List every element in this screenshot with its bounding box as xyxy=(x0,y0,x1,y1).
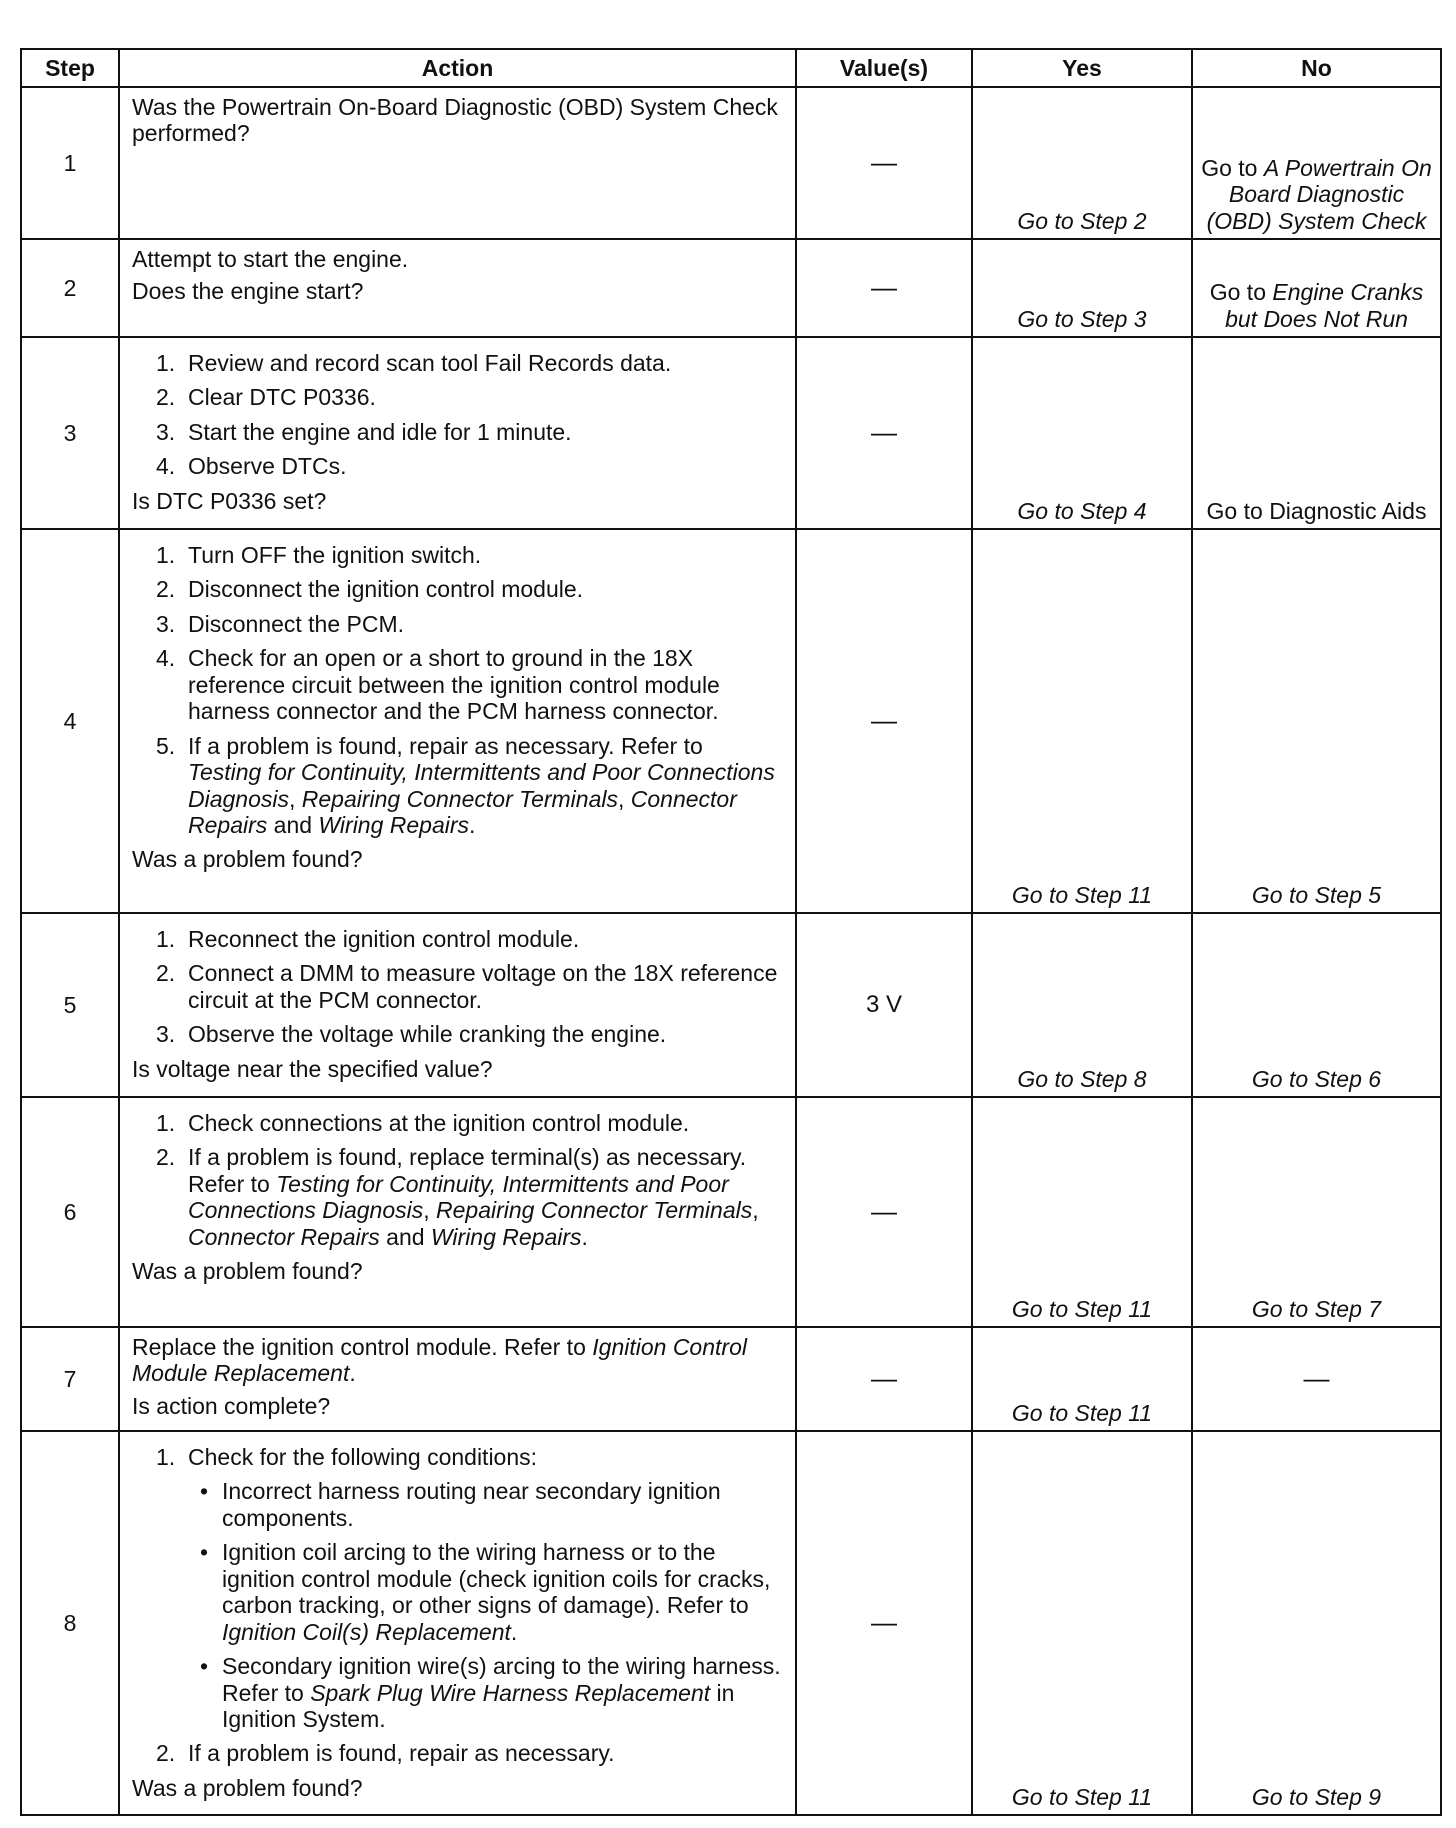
action-question: Was a problem found? xyxy=(132,1774,363,1801)
list-item: 5. If a problem is found, repair as necessary. Refer to Testing for Continuity, Intermittents and Poor Connections Diagnosis, Repairing Connector Terminals, Connector Repairs and Wiring Repairs. xyxy=(156,732,775,838)
action-list xyxy=(132,1444,781,1767)
action-list xyxy=(132,1110,781,1250)
value-dash: — xyxy=(871,272,897,303)
value-dash: — xyxy=(871,147,897,178)
value-cell xyxy=(796,1097,972,1327)
list-item: 2. If a problem is found, replace terminal(s) as necessary. Refer to Testing for Continuity, Intermittents and Poor Connections Diagnosis, Repairing Connector Terminals, Connector Repairs and Wiring Repairs. xyxy=(156,1144,759,1250)
step-number: 8 xyxy=(21,1431,119,1815)
no-cell: Go to Step 5 xyxy=(1192,529,1441,913)
condition-list xyxy=(188,1478,781,1732)
yes-cell: Go to Step 11 xyxy=(972,1431,1192,1815)
list-item: 2. Disconnect the ignition control module. xyxy=(156,576,584,603)
bullet-item: • Ignition coil arcing to the wiring harness or to the ignition control module (check ignition coils for cracks, carbon tracking, or other signs of damage). Refer to Ignition Coil(s) Replacement. xyxy=(200,1539,771,1645)
value-dash: — xyxy=(871,705,897,736)
bullet-item: • Incorrect harness routing near secondary ignition components. xyxy=(200,1478,721,1531)
action-cell xyxy=(119,337,796,529)
yes-cell: Go to Step 11 xyxy=(972,1097,1192,1327)
action-cell xyxy=(119,1431,796,1815)
step-number: 1 xyxy=(21,87,119,239)
step-number: 5 xyxy=(21,913,119,1097)
action-question: Was a problem found? xyxy=(132,1258,363,1285)
no-cell: Go to Diagnostic Aids xyxy=(1192,337,1441,529)
list-item: 3. Disconnect the PCM. xyxy=(156,610,405,637)
no-cell: Go to Step 7 xyxy=(1192,1097,1441,1327)
action-question: Was a problem found? xyxy=(132,846,363,873)
no-prefix: Go to xyxy=(1201,154,1264,181)
value-cell xyxy=(796,1431,972,1815)
value-cell xyxy=(796,239,972,337)
header-step: Step xyxy=(21,49,119,87)
value-dash: — xyxy=(871,1607,897,1638)
list-item: 1. Reconnect the ignition control module. xyxy=(156,926,580,952)
table-row xyxy=(21,337,1441,529)
no-cell xyxy=(1192,87,1441,239)
action-cell xyxy=(119,1097,796,1327)
step-number: 7 xyxy=(21,1327,119,1431)
no-reference: Engine Cranks but Does Not Run xyxy=(1225,279,1424,332)
table-row xyxy=(21,87,1441,239)
no-prefix: Go to xyxy=(1209,279,1273,306)
value-cell xyxy=(796,1327,972,1431)
step-number: 3 xyxy=(21,337,119,529)
list-item: 2. Connect a DMM to measure voltage on the 18X reference circuit at the PCM connector. xyxy=(156,960,778,1013)
diagnostic-table xyxy=(20,48,1442,1816)
action-question: Is action complete? xyxy=(132,1392,331,1419)
list-item: 2. If a problem is found, repair as necessary. xyxy=(156,1740,615,1767)
action-cell xyxy=(119,529,796,913)
list-item: 4. Check for an open or a short to ground in the 18X reference circuit between the ignition control module harness connector and the PCM harness connector. xyxy=(156,645,720,725)
list-item: 2. Clear DTC P0336. xyxy=(156,384,376,411)
yes-cell: Go to Step 8 xyxy=(972,913,1192,1097)
action-question: Is voltage near the specified value? xyxy=(132,1055,493,1082)
header-no: No xyxy=(1192,49,1441,87)
list-item: 4. Observe DTCs. xyxy=(156,453,347,480)
yes-cell: Go to Step 2 xyxy=(972,87,1192,239)
action-cell xyxy=(119,913,796,1097)
action-question: Is DTC P0336 set? xyxy=(132,487,327,514)
yes-cell: Go to Step 11 xyxy=(972,1327,1192,1431)
header-yes: Yes xyxy=(972,49,1192,87)
list-item: 1. Review and record scan tool Fail Records data. xyxy=(156,350,672,376)
table-row xyxy=(21,1431,1441,1815)
table-row xyxy=(21,913,1441,1097)
header-value: Value(s) xyxy=(796,49,972,87)
yes-cell: Go to Step 3 xyxy=(972,239,1192,337)
yes-cell: Go to Step 4 xyxy=(972,337,1192,529)
action-list xyxy=(132,350,781,480)
table-row xyxy=(21,1097,1441,1327)
table-row xyxy=(21,239,1441,337)
bullet-item: • Secondary ignition wire(s) arcing to the wiring harness. Refer to Spark Plug Wire Harness Replacement in Ignition System. xyxy=(200,1653,781,1732)
value-cell xyxy=(796,87,972,239)
no-reference: A Powertrain On Board Diagnostic (OBD) System Check xyxy=(1206,154,1432,234)
no-dash: — xyxy=(1303,1363,1330,1394)
table-row xyxy=(21,529,1441,913)
list-item: 1. Check for the following conditions: • Incorrect harness routing near secondary ignition components. • Ignition coil arcing to the wiring harness or to the ignition control module (check ignition coils for cracks, carbon tracking, or other signs of damage). Refer to Ignition Coil(s) Replacement. • Secondary ignition wire(s) arcing to the wiring harness. Refer to Spark Plug Wire Harness Replacement in Ignition System. xyxy=(156,1444,781,1732)
table-row xyxy=(21,1327,1441,1431)
action-list xyxy=(132,542,781,838)
value-dash: — xyxy=(871,417,897,448)
value-dash: — xyxy=(871,1196,897,1227)
step-number: 6 xyxy=(21,1097,119,1327)
action-cell xyxy=(119,1327,796,1431)
step-number: 4 xyxy=(21,529,119,913)
value-dash: — xyxy=(871,1363,897,1394)
yes-cell: Go to Step 11 xyxy=(972,529,1192,913)
action-text: Attempt to start the engine. xyxy=(132,246,409,272)
list-item: 3. Start the engine and idle for 1 minute. xyxy=(156,418,572,445)
list-item: 3. Observe the voltage while cranking the engine. xyxy=(156,1021,667,1048)
no-cell xyxy=(1192,239,1441,337)
list-item: 1. Turn OFF the ignition switch. xyxy=(156,542,482,568)
step-number: 2 xyxy=(21,239,119,337)
list-item: 1. Check connections at the ignition control module. xyxy=(156,1110,690,1136)
action-list xyxy=(132,926,781,1048)
action-cell xyxy=(119,239,796,337)
value-cell xyxy=(796,337,972,529)
header-row xyxy=(21,49,1441,87)
value-cell: 3 V xyxy=(796,913,972,1097)
no-cell: Go to Step 9 xyxy=(1192,1431,1441,1815)
action-cell xyxy=(119,87,796,239)
action-text: Was the Powertrain On-Board Diagnostic (OBD) System Check performed? xyxy=(132,94,778,147)
value-cell xyxy=(796,529,972,913)
header-action: Action xyxy=(119,49,796,87)
no-cell: Go to Step 6 xyxy=(1192,913,1441,1097)
action-question: Does the engine start? xyxy=(132,278,364,305)
action-text: Replace the ignition control module. Refer to Ignition Control Module Replacement. xyxy=(132,1334,747,1387)
no-cell xyxy=(1192,1327,1441,1431)
